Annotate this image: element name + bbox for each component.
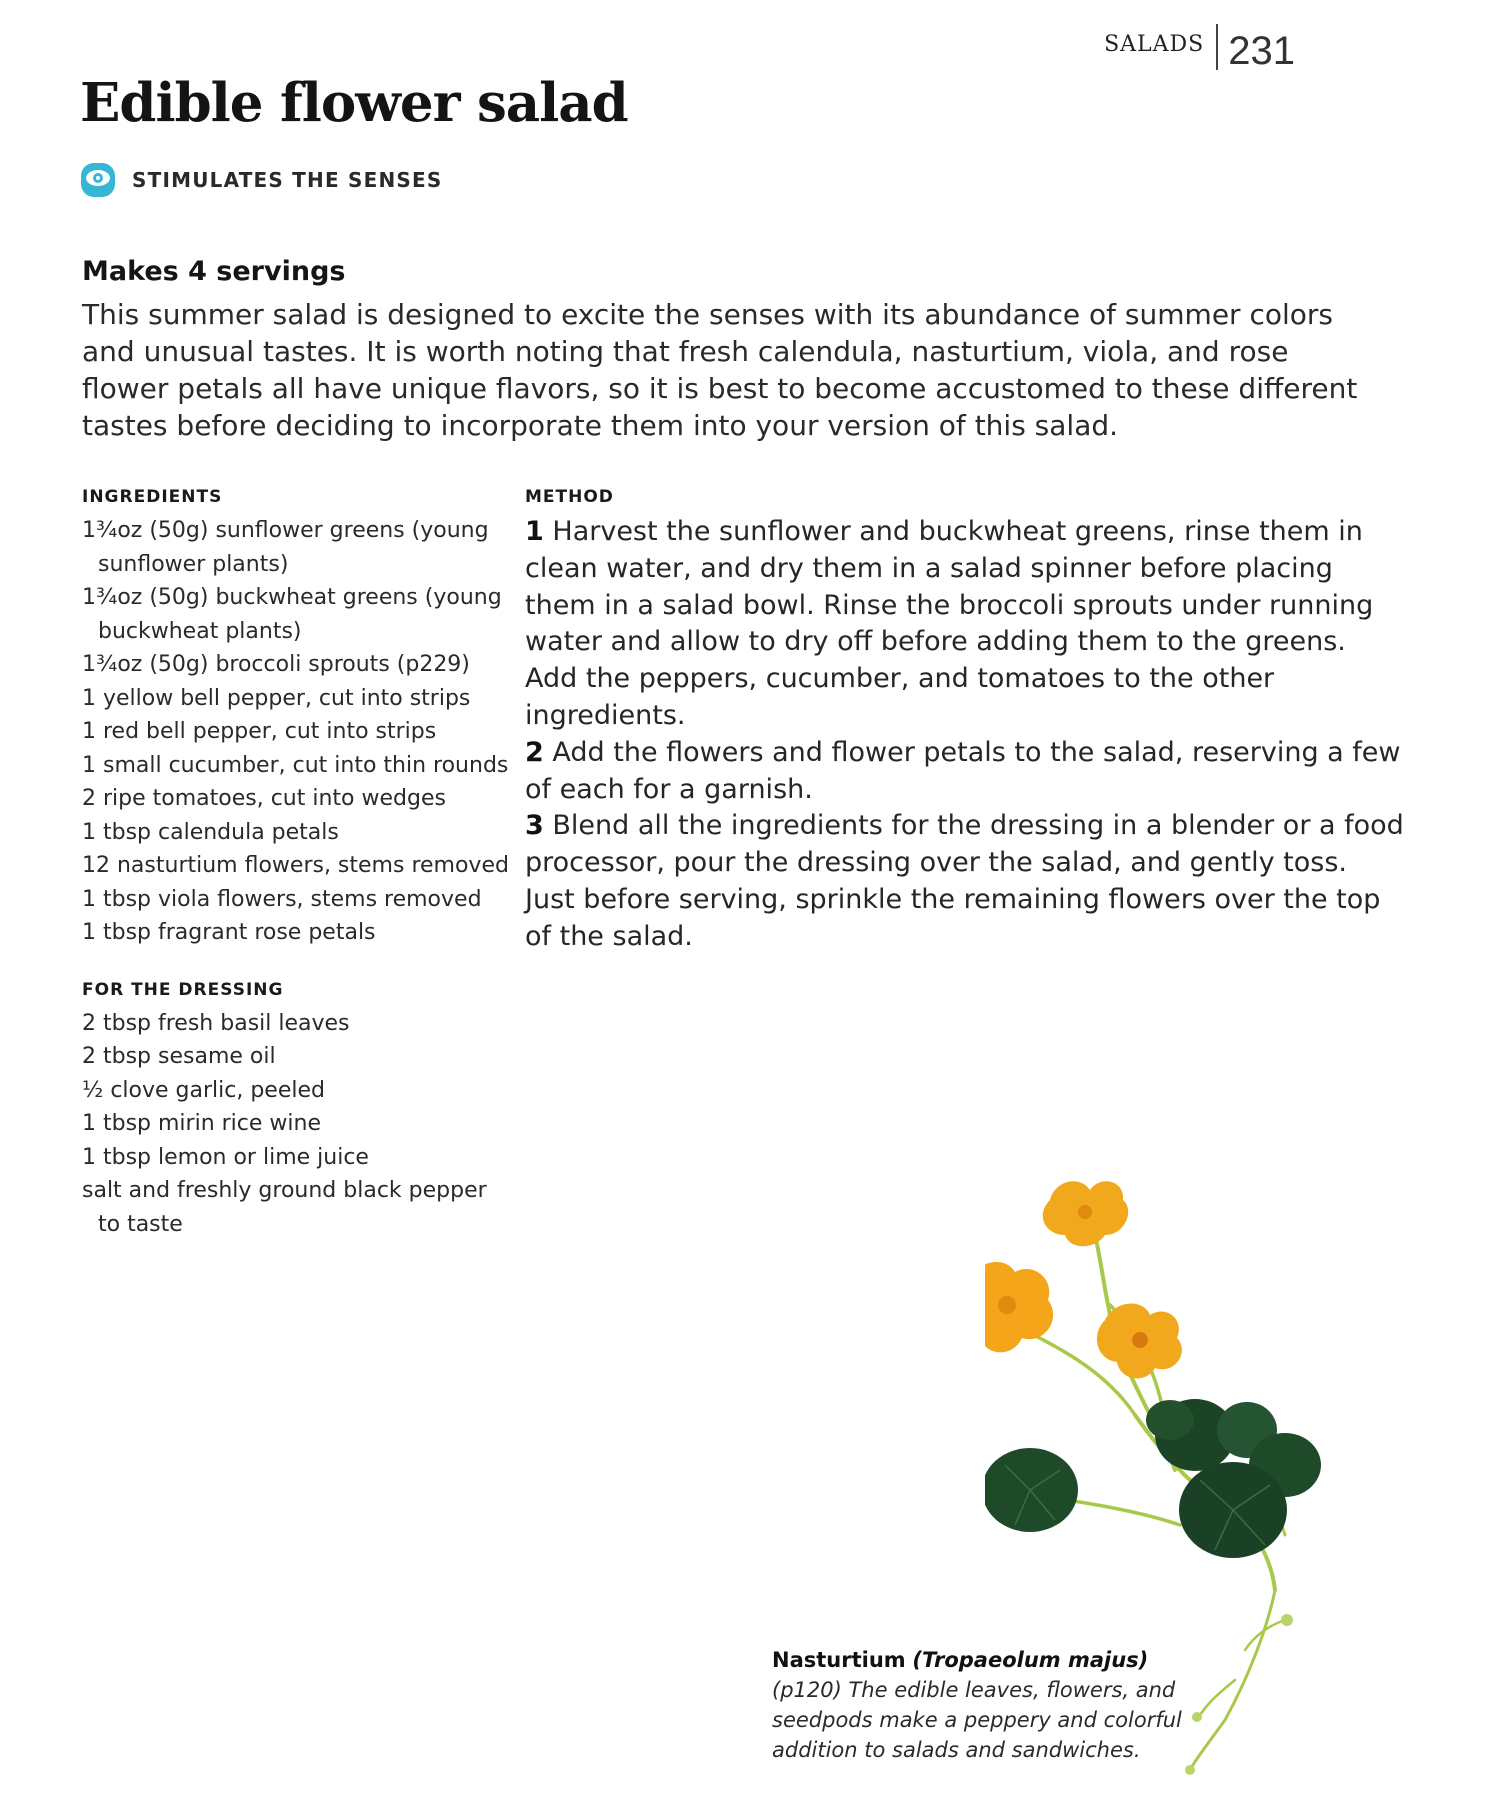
list-item: 1 tbsp fragrant rose petals — [82, 920, 376, 945]
caption-body: (p120) The edible leaves, flowers, and seedpods make a peppery and colorful addition to salads and sandwiches. — [772, 1678, 1182, 1762]
step-text: Add the flowers and flower petals to the salad, reserving a few of each for a garnish. — [525, 736, 1401, 805]
method-step — [525, 735, 1405, 809]
section-name: SALADS — [1104, 31, 1205, 57]
list-item: 1 tbsp lemon or lime juice — [82, 1144, 369, 1170]
caption-latin-name: (Tropaeolum majus) — [912, 1648, 1149, 1672]
list-item: salt and freshly ground black pepper to taste — [82, 1178, 487, 1237]
dressing-section — [82, 977, 512, 1242]
list-item: ½ clove garlic, peeled — [82, 1077, 325, 1103]
list-item: 2 tbsp sesame oil — [82, 1044, 276, 1069]
method-heading: METHOD — [525, 487, 614, 507]
benefit-badge — [80, 162, 442, 198]
step-number: 1 — [525, 516, 544, 547]
list-item: 1 tbsp calendula petals — [82, 819, 339, 845]
list-item: 1 tbsp mirin rice wine — [82, 1111, 322, 1136]
method-step — [525, 808, 1405, 955]
step-text: Harvest the sunflower and buckwheat greens, rinse them in clean water, and dry them in a salad spinner before placing them in a salad bowl. Rinse the broccoli sprouts under running water and allow to dry off before adding them to the greens. Add the peppers, cucumber, and tomatoes to the other ingredients. — [525, 516, 1374, 731]
list-item: 1¾oz (50g) sunflower greens (young sunflower plants) — [82, 518, 489, 577]
list-item: 1 tbsp viola flowers, stems removed — [82, 886, 482, 912]
step-text: Blend all the ingredients for the dressing in a blender or a food processor, pour the dressing over the salad, and gently toss. Just before serving, sprinkle the remaining flowers over the top of the salad. — [525, 810, 1404, 952]
eye-icon — [80, 162, 116, 198]
dressing-list — [82, 1007, 512, 1242]
dressing-heading: FOR THE DRESSING — [82, 979, 284, 1000]
caption-heading — [772, 1645, 1192, 1675]
list-item: 1 red bell pepper, cut into strips — [82, 719, 437, 744]
step-number: 3 — [525, 810, 544, 842]
flower-top — [1043, 1181, 1128, 1246]
caption-title: Nasturtium — [772, 1648, 906, 1672]
list-item: 1 yellow bell pepper, cut into strips — [82, 685, 471, 711]
ingredients-heading: INGREDIENTS — [82, 487, 223, 507]
list-item: 12 nasturtium flowers, stems removed — [82, 853, 509, 878]
list-item: 1¾oz (50g) broccoli sprouts (p229) — [82, 652, 470, 677]
step-number: 2 — [525, 736, 544, 768]
page-header — [1104, 24, 1295, 73]
recipe-title: Edible flower salad — [80, 72, 628, 134]
ingredients-list — [82, 514, 512, 950]
list-item: 1¾oz (50g) buckwheat greens (young buckwheat plants) — [82, 585, 502, 644]
ingredients-column — [82, 484, 512, 1241]
list-item: 1 small cucumber, cut into thin rounds — [82, 752, 509, 778]
list-item: 2 ripe tomatoes, cut into wedges — [82, 786, 446, 811]
servings: Makes 4 servings — [82, 256, 346, 287]
benefit-label: STIMULATES THE SENSES — [132, 168, 443, 192]
intro-text: This summer salad is designed to excite the senses with its abundance of summer colors and unusual tastes. It is worth noting that fresh calendula, nasturtium, viola, and rose flower petals all have unique flavors, so it is best to become accustomed to these different tastes before deciding to incorporate them into your version of this salad. — [82, 298, 1358, 442]
method-step — [525, 514, 1405, 735]
page-number: 231 — [1228, 29, 1295, 73]
method-column — [525, 484, 1405, 956]
list-item: 2 tbsp fresh basil leaves — [82, 1010, 350, 1036]
photo-caption — [772, 1645, 1192, 1765]
flower-middle — [1097, 1304, 1182, 1379]
